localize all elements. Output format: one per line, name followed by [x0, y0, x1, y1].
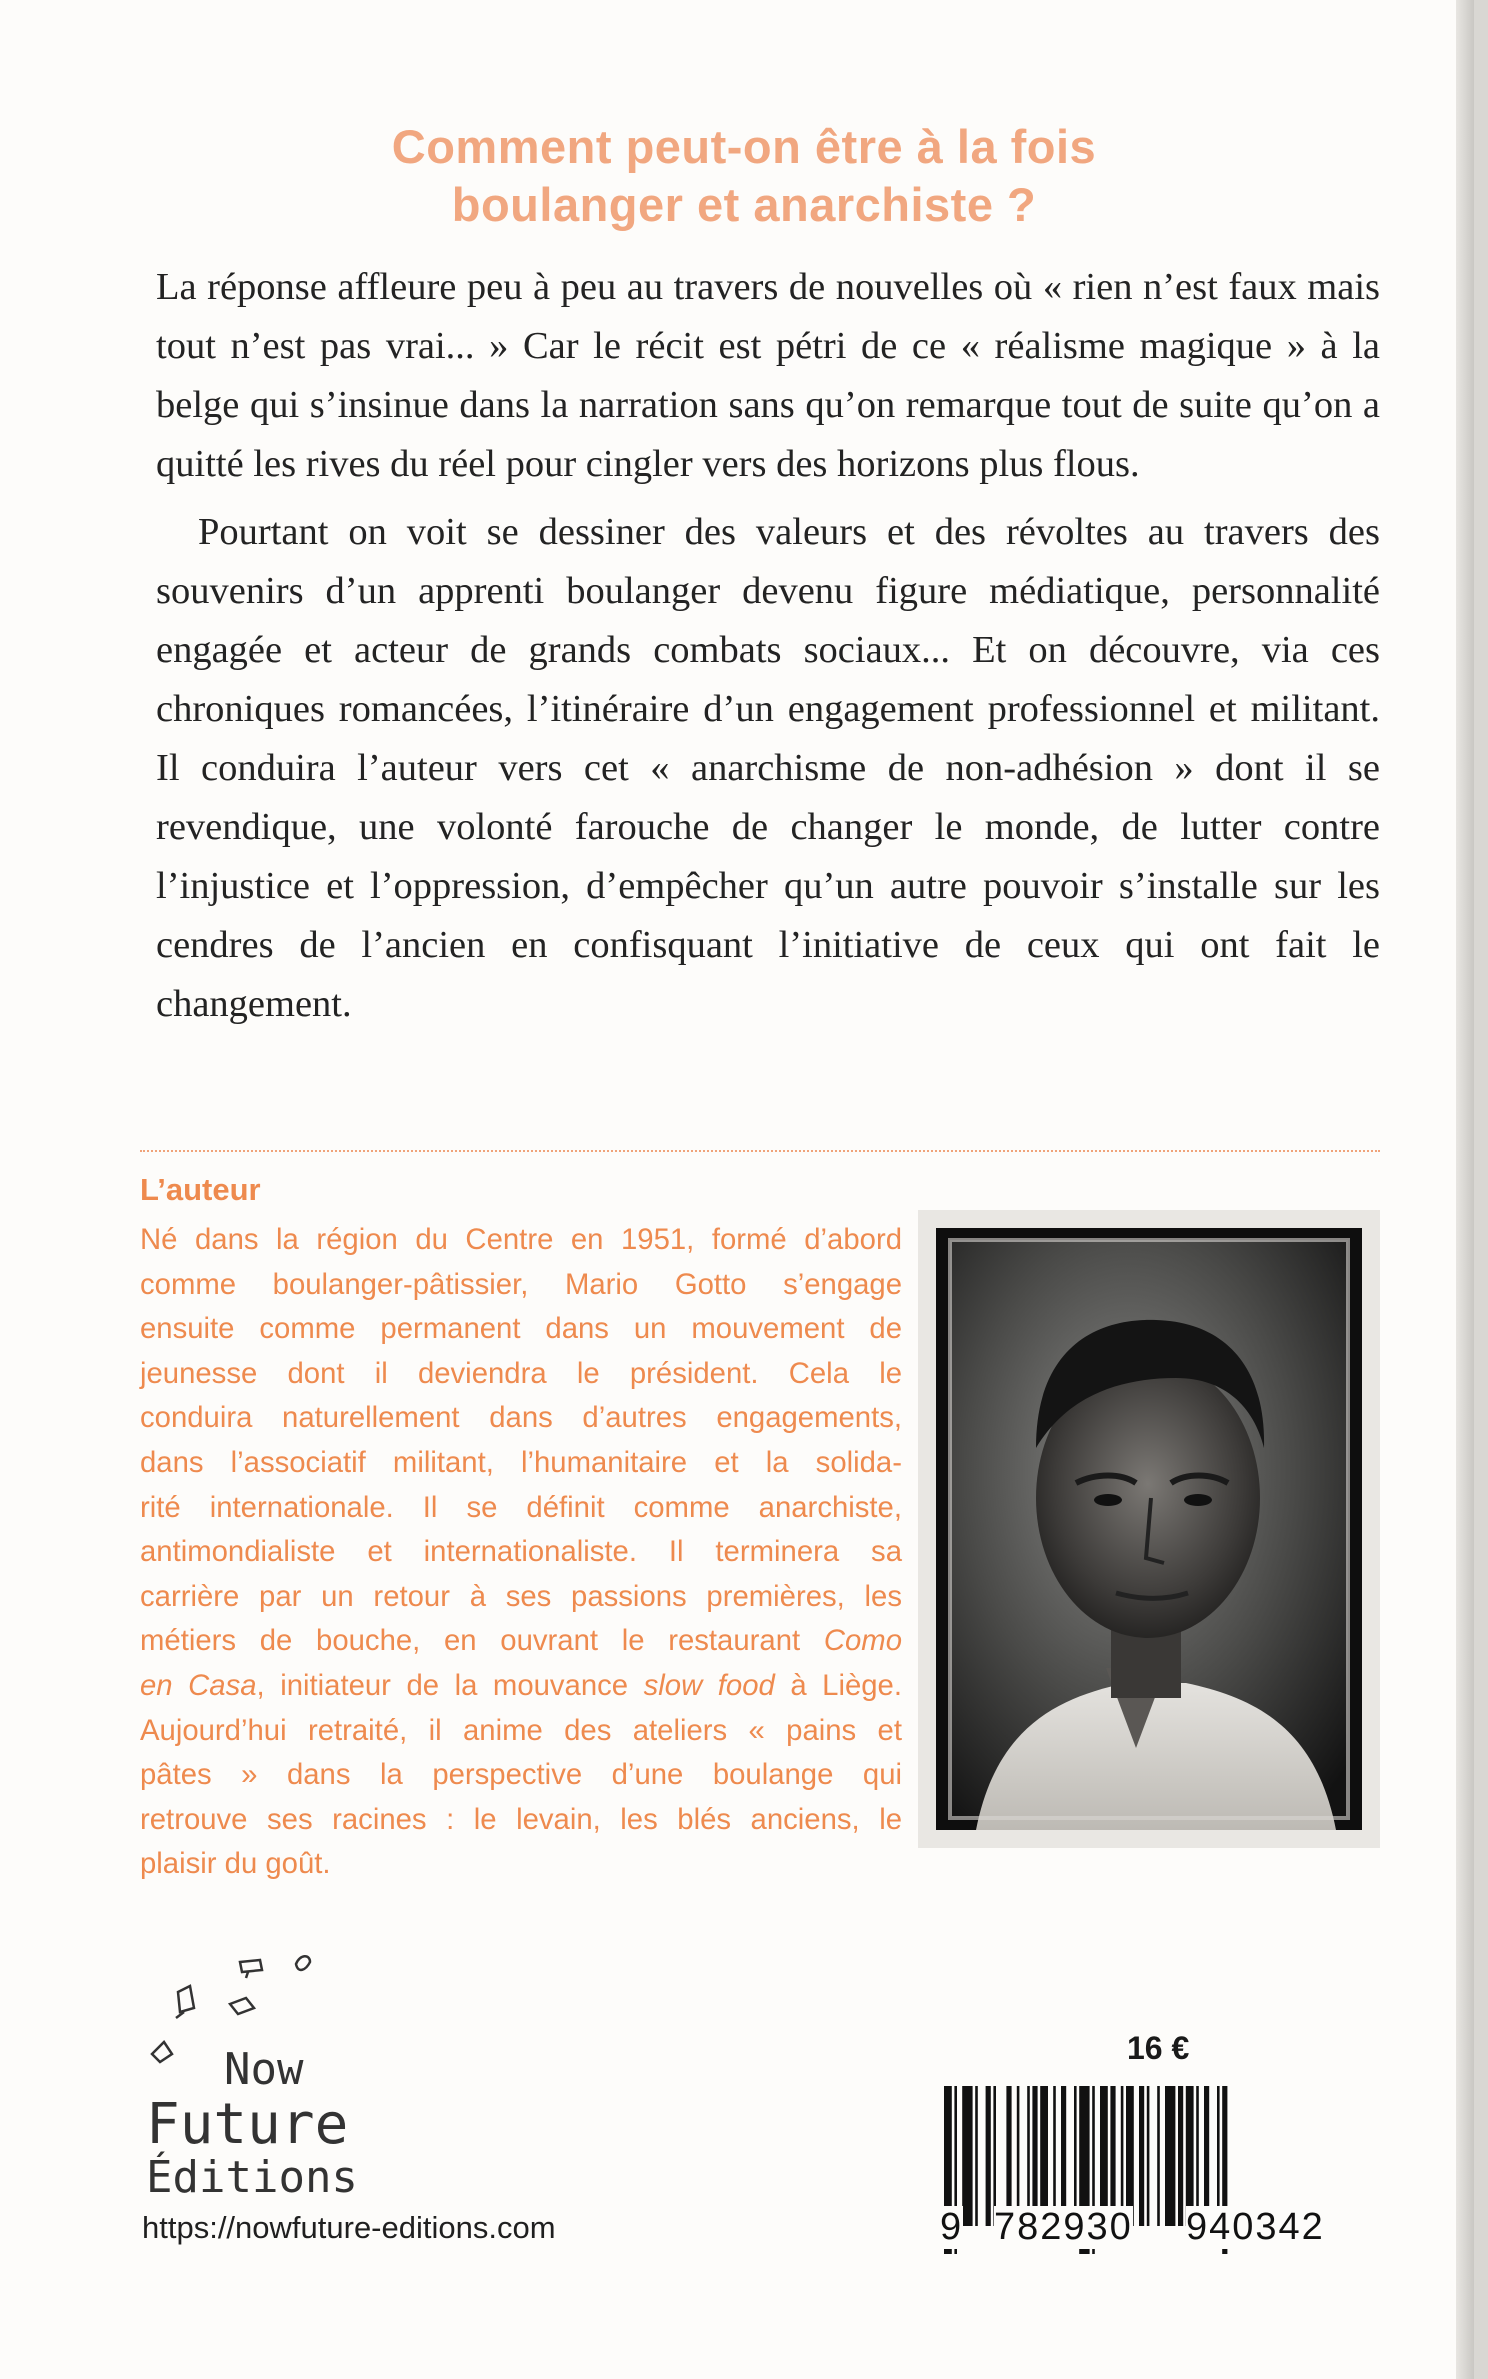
author-bio: [140, 1218, 902, 1887]
publisher-website-link[interactable]: https://nowfuture-editions.com: [142, 2210, 556, 2245]
author-portrait-image: [936, 1228, 1362, 1830]
bio-line: retrouve ses racines : le levain, les blés anciens, le: [140, 1802, 902, 1836]
bio-line: jeunesse dont il deviendra le président. Cela le: [140, 1356, 902, 1390]
bio-line: carrière par un retour à ses passions premières, les: [140, 1579, 902, 1613]
barcode-bar: [1100, 2086, 1108, 2226]
barcode-digit-group-1: 782930: [994, 2206, 1133, 2248]
barcode-bar: [1074, 2086, 1077, 2226]
bio-line: comme boulanger-pâtissier, Mario Gotto s’engage: [140, 1267, 902, 1301]
section-divider: [140, 1150, 1380, 1152]
barcode-bar: [1121, 2086, 1124, 2226]
barcode-bar: [1139, 2086, 1144, 2226]
barcode-bar: [1027, 2086, 1030, 2226]
summary-paragraph-1: La réponse affleure peu à peu au travers de nouvelles où « rien n’est faux mais tout n’est pas vrai... » Car le récit est pétri de ce « réalisme magique » à la belge qui s’insinue dans la narration sans qu’on remarque tout de suite qu’on a quitté les rives du réel pour cingler vers des horizons plus flous.: [156, 266, 1380, 485]
barcode-bar: [975, 2086, 978, 2226]
barcode-bar: [1032, 2086, 1037, 2226]
barcode-bar: [1006, 2086, 1011, 2226]
bio-line: plaisir du goût.: [140, 1847, 331, 1881]
barcode-bar: [1196, 2086, 1199, 2226]
summary-paragraph-2: Pourtant on voit se dessiner des valeurs et des révoltes au travers des souvenirs d’un apprenti boulanger devenu figure médiatique, personnalité engagée et acteur de grands combats sociaux... Et on découvre, via ces chroniques romancées, l’itinéraire d’un engagement professionnel et militant. Il conduira l’auteur vers cet « anarchisme de non-adhésion » dont il se revendique, une volonté farouche de changer le monde, de lutter contre l’injustice et l’oppression, d’empêcher qu’un autre pouvoir s’installe sur les cendres de l’ancien en confisquant l’initiative de ceux qui ont fait le changement.: [156, 511, 1380, 1025]
bio-text: , initiateur de la mouvance: [256, 1668, 644, 1702]
restaurant-name: en Casa: [140, 1668, 257, 1702]
barcode-bar: [1165, 2086, 1175, 2226]
barcode-bar: [1053, 2086, 1056, 2226]
barcode-bar: [962, 2086, 972, 2226]
barcode-bar: [1178, 2086, 1183, 2226]
author-heading: L’auteur: [140, 1172, 261, 1207]
bio-line: antimondialiste et internationaliste. Il terminera sa: [140, 1535, 902, 1569]
bio-line: [140, 1664, 902, 1709]
barcode-bar: [1147, 2086, 1150, 2226]
barcode-bar: [1204, 2086, 1209, 2226]
barcode-bar: [1217, 2086, 1220, 2226]
movement-name: slow food: [643, 1668, 775, 1702]
barcode-bar: [1186, 2086, 1194, 2226]
barcode-bar: [1157, 2086, 1160, 2226]
price-label: 16 €: [1127, 2030, 1190, 2066]
bio-line: pâtes » dans la perspective d’une boulange qui: [140, 1758, 902, 1792]
barcode-digit-first: 9: [940, 2206, 964, 2248]
summary-text: [156, 258, 1380, 1043]
bio-line: rité internationale. Il se définit comme anarchiste,: [140, 1490, 902, 1524]
publisher-name-editions: Éditions: [146, 2152, 358, 2203]
bio-text: à Liège.: [774, 1668, 902, 1702]
barcode-bar: [1040, 2086, 1048, 2226]
publisher-name-future: Future: [146, 2092, 349, 2157]
barcode-bar: [993, 2086, 996, 2226]
barcode-bar: [1017, 2086, 1020, 2226]
bio-text: métiers de bouche, en ouvrant le restaurant: [140, 1624, 824, 1658]
barcode-bar: [1110, 2086, 1115, 2226]
cover-edge: [1456, 0, 1474, 2379]
bio-line: Né dans la région du Centre en 1951, formé d’abord: [140, 1223, 902, 1256]
bio-line: ensuite comme permanent dans un mouvement de: [140, 1312, 902, 1346]
headline: [0, 118, 1488, 234]
bio-line: conduira naturellement dans d’autres engagements,: [140, 1401, 902, 1435]
barcode-bar: [1126, 2086, 1134, 2226]
barcode-bar: [986, 2086, 991, 2226]
bio-line: [140, 1619, 902, 1664]
barcode-digit-group-2: 940342: [1186, 2206, 1325, 2248]
headline-line-2: boulanger et anarchiste ?: [451, 178, 1037, 231]
headline-line-1: Comment peut-on être à la fois: [391, 120, 1097, 173]
bio-line: Aujourd’hui retraité, il anime des ateliers « pains et: [140, 1713, 902, 1747]
bio-line: dans l’associatif militant, l’humanitaire et la solida-: [140, 1445, 902, 1479]
barcode-bar: [1061, 2086, 1066, 2226]
restaurant-name: Como: [823, 1624, 902, 1658]
publisher-name-now: Now: [224, 2044, 304, 2095]
author-photo: [918, 1210, 1380, 1848]
